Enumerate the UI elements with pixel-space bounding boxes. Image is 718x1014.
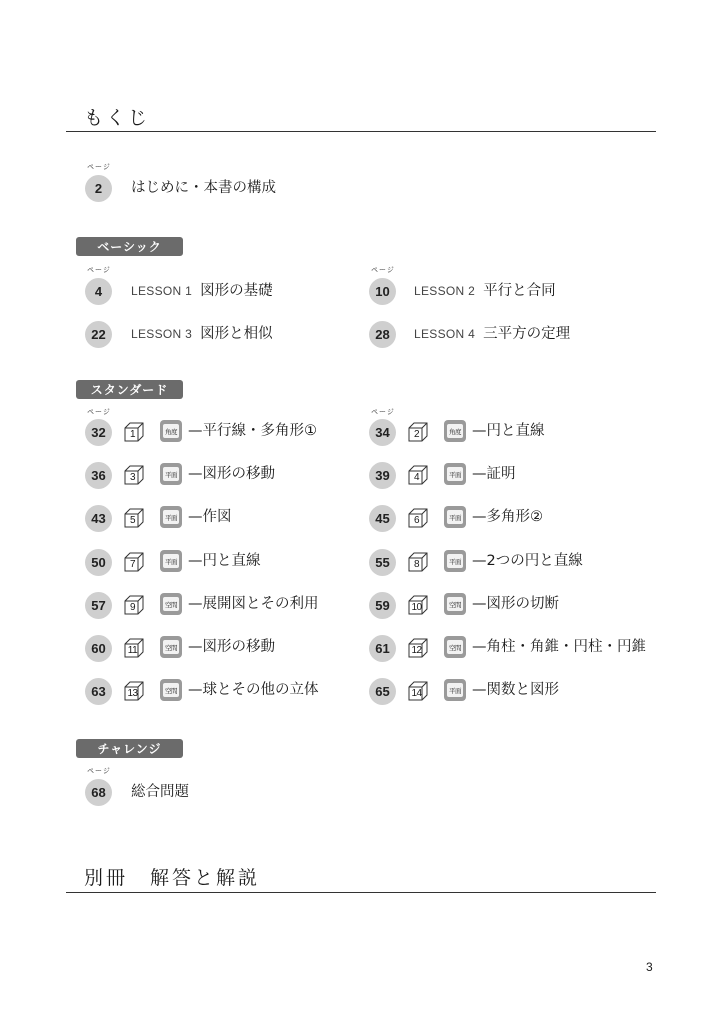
entry-title-text: 証明 <box>486 466 516 482</box>
unit-cube-icon <box>124 422 144 442</box>
entry-title-text: 図形の移動 <box>202 466 275 482</box>
entry-title <box>188 677 319 704</box>
page-label: ページ <box>87 266 111 274</box>
entry-title <box>188 591 319 618</box>
entry-title-text: 2つの円と直線 <box>486 553 583 569</box>
page-label: ページ <box>87 767 111 775</box>
unit-cube-icon <box>124 681 144 701</box>
entry-title <box>472 548 583 575</box>
entry-title <box>472 461 516 488</box>
page-number: 3 <box>646 960 653 974</box>
unit-number: 1 <box>129 429 136 440</box>
category-tag <box>444 636 466 658</box>
category-tag-label: 空間 <box>163 640 179 654</box>
entry-title-text: 円と直線 <box>486 423 545 439</box>
page-number-badge: 68 <box>85 779 112 806</box>
unit-cube-icon <box>124 552 144 572</box>
dash: — <box>472 682 487 698</box>
unit-cube-icon <box>408 638 428 658</box>
lesson-title: 図形と相似 <box>200 326 273 342</box>
page-number-badge: 50 <box>85 549 112 576</box>
category-tag-label: 空間 <box>163 683 179 697</box>
category-tag-label: 平面 <box>447 510 463 524</box>
unit-number: 12 <box>411 645 422 656</box>
entry-title-text: 角柱・角錐・円柱・円錐 <box>486 639 646 655</box>
page-number-badge: 10 <box>369 278 396 305</box>
entry-title-text: 平行線・多角形① <box>202 423 317 439</box>
page-number-badge: 60 <box>85 635 112 662</box>
page-number-badge: 55 <box>369 549 396 576</box>
category-tag <box>160 593 182 615</box>
entry-title <box>472 634 646 661</box>
unit-number: 9 <box>129 602 136 613</box>
page-number-badge: 45 <box>369 505 396 532</box>
entry-title-text: 図形の切断 <box>486 596 559 612</box>
dash: — <box>188 509 203 525</box>
challenge-title: 総合問題 <box>131 784 189 800</box>
lesson-title: 三平方の定理 <box>483 326 571 342</box>
unit-number: 13 <box>127 688 138 699</box>
page-number-badge: 22 <box>85 321 112 348</box>
lesson-label: LESSON 1 <box>131 284 193 298</box>
entry-title-text: 球とその他の立体 <box>202 682 319 698</box>
unit-number: 3 <box>129 472 136 483</box>
category-tag-label: 空間 <box>163 597 179 611</box>
page-number-badge: 36 <box>85 462 112 489</box>
page-number-badge: 61 <box>369 635 396 662</box>
unit-number: 14 <box>411 688 422 699</box>
unit-number: 11 <box>127 645 138 656</box>
dash: — <box>188 682 203 698</box>
category-tag <box>160 506 182 528</box>
category-tag <box>160 420 182 442</box>
page-number-badge: 39 <box>369 462 396 489</box>
category-tag-label: 空間 <box>447 597 463 611</box>
section-band-standard: スタンダード <box>76 380 183 399</box>
entry-title-text: 関数と図形 <box>486 682 559 698</box>
page-number-badge: 4 <box>85 278 112 305</box>
entry-title-text: 多角形② <box>486 509 543 525</box>
entry-title <box>188 504 232 531</box>
category-tag <box>160 463 182 485</box>
lesson-label: LESSON 2 <box>414 284 476 298</box>
category-tag-label: 平面 <box>447 554 463 568</box>
lesson-title: 図形の基礎 <box>200 283 273 299</box>
category-tag <box>160 679 182 701</box>
entry-title <box>472 418 545 445</box>
category-tag-label: 平面 <box>447 467 463 481</box>
page-number-badge: 57 <box>85 592 112 619</box>
dash: — <box>472 553 487 569</box>
category-tag <box>444 420 466 442</box>
unit-number: 6 <box>413 515 420 526</box>
dash: — <box>472 423 487 439</box>
dash: — <box>472 509 487 525</box>
page-label: ページ <box>371 266 395 274</box>
page-label: ページ <box>87 163 111 171</box>
entry-title <box>188 634 275 661</box>
section-band-basic: ベーシック <box>76 237 183 256</box>
unit-cube-icon <box>124 595 144 615</box>
page-title: もくじ <box>84 107 151 129</box>
unit-number: 2 <box>413 429 420 440</box>
entry-title-text: 展開図とその利用 <box>202 596 319 612</box>
unit-cube-icon <box>408 508 428 528</box>
category-tag <box>160 636 182 658</box>
unit-number: 7 <box>129 559 136 570</box>
page-number-badge: 34 <box>369 419 396 446</box>
entry-title <box>472 677 559 704</box>
dash: — <box>188 553 203 569</box>
list-item <box>131 278 273 305</box>
category-tag <box>444 550 466 572</box>
list-item <box>131 321 273 348</box>
appendix-title: 別冊 解答と解説 <box>84 867 261 889</box>
page-number-badge: 63 <box>85 678 112 705</box>
entry-title <box>188 461 275 488</box>
unit-cube-icon <box>408 422 428 442</box>
category-tag <box>444 593 466 615</box>
toc-heading <box>66 103 656 132</box>
lesson-title: 平行と合同 <box>483 283 556 299</box>
page-number-badge: 59 <box>369 592 396 619</box>
list-item <box>414 321 570 348</box>
unit-number: 10 <box>411 602 422 613</box>
intro-title: はじめに・本書の構成 <box>131 180 276 196</box>
dash: — <box>188 596 203 612</box>
category-tag-label: 平面 <box>163 467 179 481</box>
page-number-badge: 65 <box>369 678 396 705</box>
lesson-label: LESSON 4 <box>414 327 476 341</box>
unit-cube-icon <box>124 465 144 485</box>
entry-title-text: 円と直線 <box>202 553 261 569</box>
appendix-heading <box>66 863 656 893</box>
dash: — <box>188 423 203 439</box>
entry-title <box>472 591 559 618</box>
unit-cube-icon <box>408 465 428 485</box>
dash: — <box>472 596 487 612</box>
unit-number: 4 <box>413 472 420 483</box>
page-number-badge: 43 <box>85 505 112 532</box>
page-label: ページ <box>87 408 111 416</box>
category-tag-label: 平面 <box>447 683 463 697</box>
category-tag <box>444 506 466 528</box>
category-tag <box>444 463 466 485</box>
lesson-label: LESSON 3 <box>131 327 193 341</box>
category-tag <box>444 679 466 701</box>
section-band-challenge: チャレンジ <box>76 739 183 758</box>
dash: — <box>472 639 487 655</box>
category-tag-label: 平面 <box>163 510 179 524</box>
entry-title-text: 作図 <box>202 509 232 525</box>
unit-cube-icon <box>408 681 428 701</box>
category-tag-label: 角度 <box>447 424 463 438</box>
unit-cube-icon <box>124 508 144 528</box>
category-tag-label: 空間 <box>447 640 463 654</box>
dash: — <box>472 466 487 482</box>
entry-title <box>472 504 543 531</box>
category-tag <box>160 550 182 572</box>
dash: — <box>188 466 203 482</box>
page-number-badge: 28 <box>369 321 396 348</box>
dash: — <box>188 639 203 655</box>
unit-number: 8 <box>413 559 420 570</box>
category-tag-label: 角度 <box>163 424 179 438</box>
category-tag-label: 平面 <box>163 554 179 568</box>
unit-number: 5 <box>129 515 136 526</box>
entry-title-text: 図形の移動 <box>202 639 275 655</box>
page-label: ページ <box>371 408 395 416</box>
unit-cube-icon <box>408 595 428 615</box>
list-item <box>414 278 556 305</box>
page-number-badge: 2 <box>85 175 112 202</box>
page-number-badge: 32 <box>85 419 112 446</box>
unit-cube-icon <box>124 638 144 658</box>
entry-title <box>188 418 317 445</box>
unit-cube-icon <box>408 552 428 572</box>
entry-title <box>188 548 261 575</box>
